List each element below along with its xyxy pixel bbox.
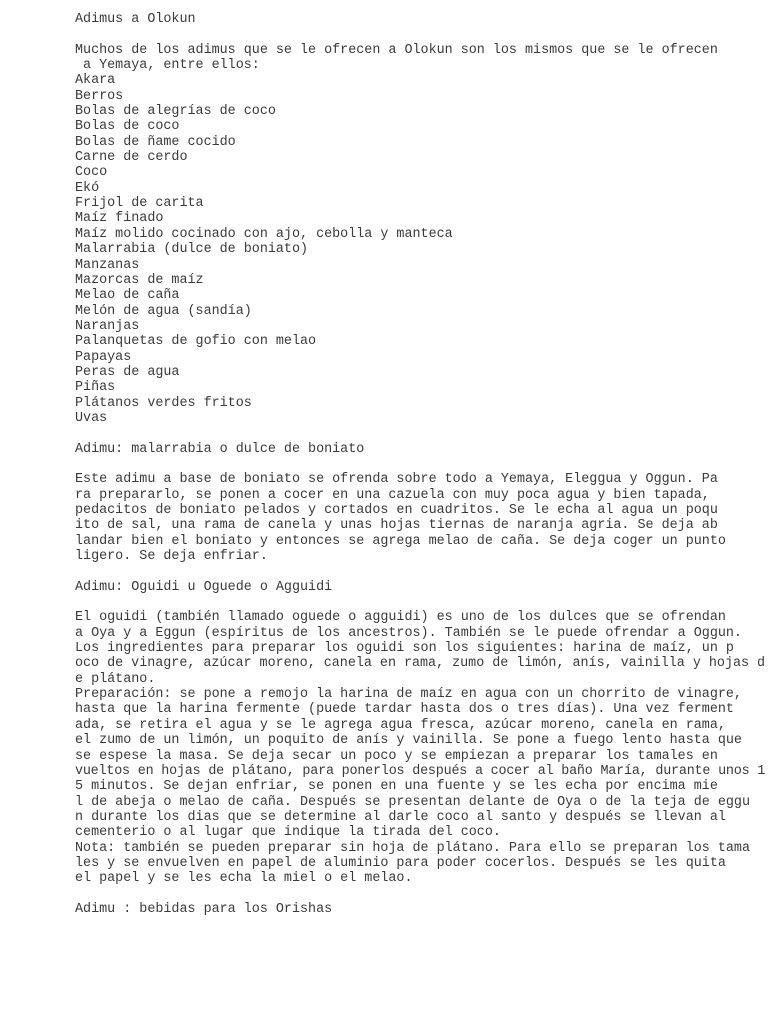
text-line: ada, se retira el agua y se le agrega agua fresca, azúcar moreno, canela en rama, [75, 717, 726, 733]
text-line: landar bien el boniato y entonces se agrega melao de caña. Se deja coger un punto [75, 533, 726, 549]
blank-line [75, 27, 765, 42]
text-line: Plátanos verdes fritos [75, 395, 252, 411]
text-line: Malarrabia (dulce de boniato) [75, 242, 309, 258]
text-line: Nota: también se pueden preparar sin hoja de plátano. Para ello se preparan los tama [75, 840, 750, 856]
text-line: les y se envuelven en papel de aluminio para poder cocerlos. Después se les quita [75, 855, 726, 871]
text-line: pedacitos de boniato pelados y cortados en cuadritos. Se le echa al agua un poqu [75, 503, 718, 518]
text-line: vueltos en hojas de plátano, para ponerlos después a cocer al baño María, durante unos 1 [75, 763, 766, 779]
text-line: Carne de cerdo [75, 150, 188, 166]
text-line: a Yemaya, entre ellos: [75, 58, 260, 74]
text-line: Preparación: se pone a remojo la harina de maíz en agua con un chorrito de vinagre, [75, 687, 742, 703]
text-line: el zumo de un limón, un poquito de anís y vainilla. Se pone a fuego lento hasta que [75, 733, 742, 749]
text-line: Ekó [75, 180, 100, 196]
blank-line [75, 564, 765, 579]
text-line: Berros [75, 88, 124, 104]
text-line: El oguidi (también llamado oguede o agguidi) es uno de los dulces que se ofrendan [75, 610, 726, 626]
text-line: Manzanas [75, 257, 140, 273]
blank-line [75, 887, 765, 902]
text-line: Akara [75, 73, 116, 89]
text-line: Melao de caña [75, 288, 180, 304]
text-line: Uvas [75, 410, 108, 426]
text-line: Coco [75, 165, 108, 181]
text-line: Los ingredientes para preparar los oguidi son los siguientes: harina de maíz, un p [75, 641, 734, 657]
text-line: Adimus a Olokun [75, 12, 196, 27]
text-line: hasta que la harina fermente (puede tardar hasta dos o tres días). Una vez ferment [75, 702, 734, 718]
text-line: Bolas de alegrías de coco [75, 104, 276, 120]
text-line: Adimu: malarrabia o dulce de boniato [75, 441, 365, 457]
text-line: ligero. Se deja enfriar. [75, 549, 268, 565]
text-line: l de abeja o melao de caña. Después se presentan delante de Oya o de la teja de eggu [75, 794, 750, 810]
text-line: Peras de agua [75, 364, 180, 380]
text-line: Adimu : bebidas para los Orishas [75, 901, 333, 917]
text-line: Papayas [75, 349, 132, 365]
text-line: 5 minutos. Se dejan enfriar, se ponen en una fuente y se les echa por encima mie [75, 779, 718, 795]
text-line: cementerio o al lugar que indique la tirada del coco. [75, 825, 501, 841]
text-line: Bolas de ñame cocido [75, 134, 236, 150]
blank-line [75, 457, 765, 472]
text-line: Bolas de coco [75, 119, 180, 135]
text-line: e plátano. [75, 671, 156, 687]
text-line: Adimu: Oguidi u Oguede o Agguidi [75, 579, 333, 595]
text-line: Maíz finado [75, 211, 164, 227]
text-line: Palanquetas de gofio con melao [75, 334, 317, 350]
text-line: Frijol de carita [75, 196, 204, 212]
text-line: n durante los dias que se determine al darle coco al santo y después se llevan al [75, 809, 726, 825]
blank-line [75, 595, 765, 610]
text-line: Naranjas [75, 318, 140, 334]
text-line: Piñas [75, 380, 116, 396]
text-line: oco de vinagre, azúcar moreno, canela en rama, zumo de limón, anís, vainilla y hojas d [75, 656, 766, 672]
text-line: el papel y se les echa la miel o el melao. [75, 871, 413, 887]
text-line: Maíz molido cocinado con ajo, cebolla y manteca [75, 226, 453, 242]
text-line: Melón de agua (sandía) [75, 303, 252, 319]
text-line: se espese la masa. Se deja secar un poco y se empiezan a preparar los tamales en [75, 748, 718, 764]
text-line: Mazorcas de maíz [75, 272, 204, 288]
text-line: a Oya y a Eggun (espíritus de los ancestros). También se le puede ofrendar a Oggun. [75, 625, 742, 641]
blank-line [75, 426, 765, 441]
text-line: ito de sal, una rama de canela y unas hojas tiernas de naranja agria. Se deja ab [75, 518, 718, 534]
text-line: Muchos de los adimus que se le ofrecen a Olokun son los mismos que se le ofrecen [75, 42, 718, 58]
text-line: Este adimu a base de boniato se ofrenda sobre todo a Yemaya, Eleggua y Oggun. Pa [75, 472, 718, 488]
text-line: ra prepararlo, se ponen a cocer en una cazuela con muy poca agua y bien tapada, [75, 487, 710, 503]
document-page [75, 12, 765, 917]
